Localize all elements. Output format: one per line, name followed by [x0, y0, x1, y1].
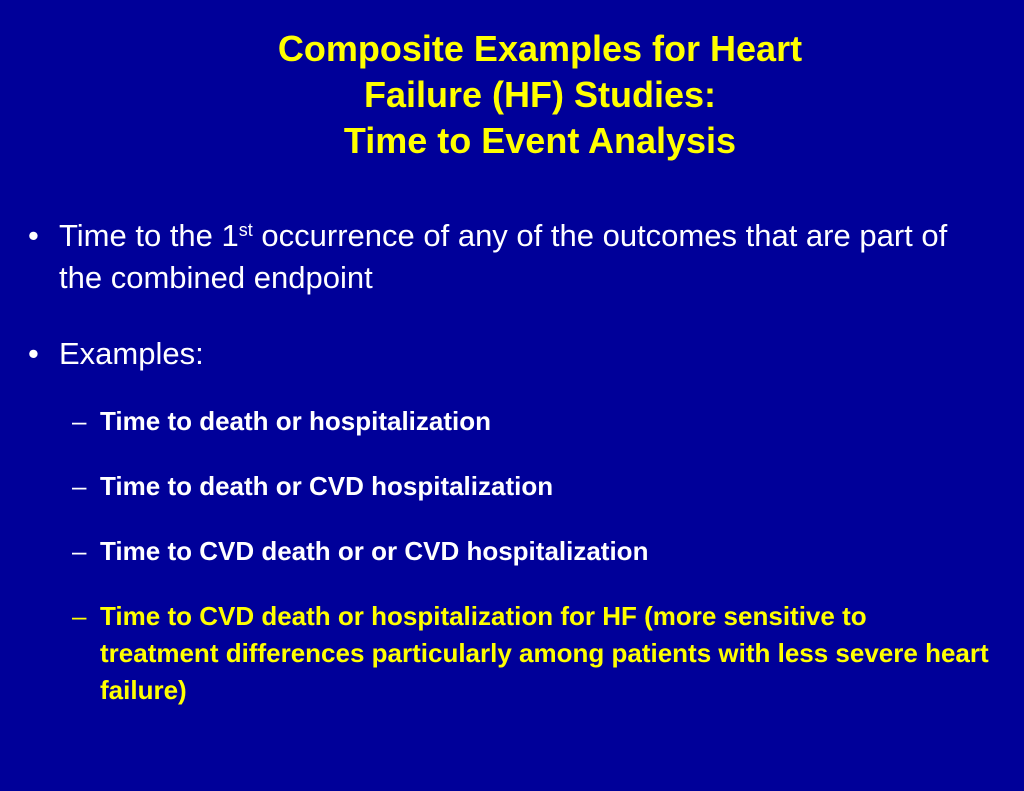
sub-bullet-cvd-death-or-hf-hospitalization	[72, 598, 992, 709]
bullet-text-after: occurrence of any of the outcomes that are part of the combined endpoint	[59, 218, 948, 295]
title-line-2: Failure (HF) Studies:	[363, 74, 717, 115]
sub-bullet-text: Time to death or hospitalization	[100, 406, 491, 436]
bullet-marker: •	[28, 218, 39, 253]
slide-title	[180, 26, 900, 164]
sub-bullet-marker: –	[72, 471, 87, 501]
bullet-text-before: Time to the 1	[59, 218, 239, 253]
bullet-marker: •	[28, 336, 39, 371]
ordinal-superscript: st	[238, 220, 253, 240]
bullet-time-to-first-occurrence	[28, 215, 998, 299]
sub-bullet-marker: –	[72, 601, 87, 631]
sub-bullet-death-or-cvd-hospitalization	[72, 468, 972, 505]
sub-bullet-cvd-death-or-cvd-hospitalization	[72, 533, 972, 570]
bullet-examples	[28, 333, 628, 375]
sub-bullet-text: Time to CVD death or or CVD hospitalization	[100, 536, 649, 566]
sub-bullet-text: Time to death or CVD hospitalization	[100, 471, 554, 501]
title-line-3: Time to Event Analysis	[343, 120, 737, 161]
sub-bullet-death-or-hospitalization	[72, 403, 972, 440]
sub-bullet-marker: –	[72, 406, 87, 436]
title-line-1: Composite Examples for Heart	[277, 28, 803, 69]
sub-bullet-text: Time to CVD death or hospitalization for HF (more sensitive to treatment differences particularly among patients with less severe heart failure)	[100, 601, 989, 705]
bullet-text: Examples:	[59, 336, 204, 371]
bullet-text	[59, 215, 998, 299]
sub-bullet-marker: –	[72, 536, 87, 566]
